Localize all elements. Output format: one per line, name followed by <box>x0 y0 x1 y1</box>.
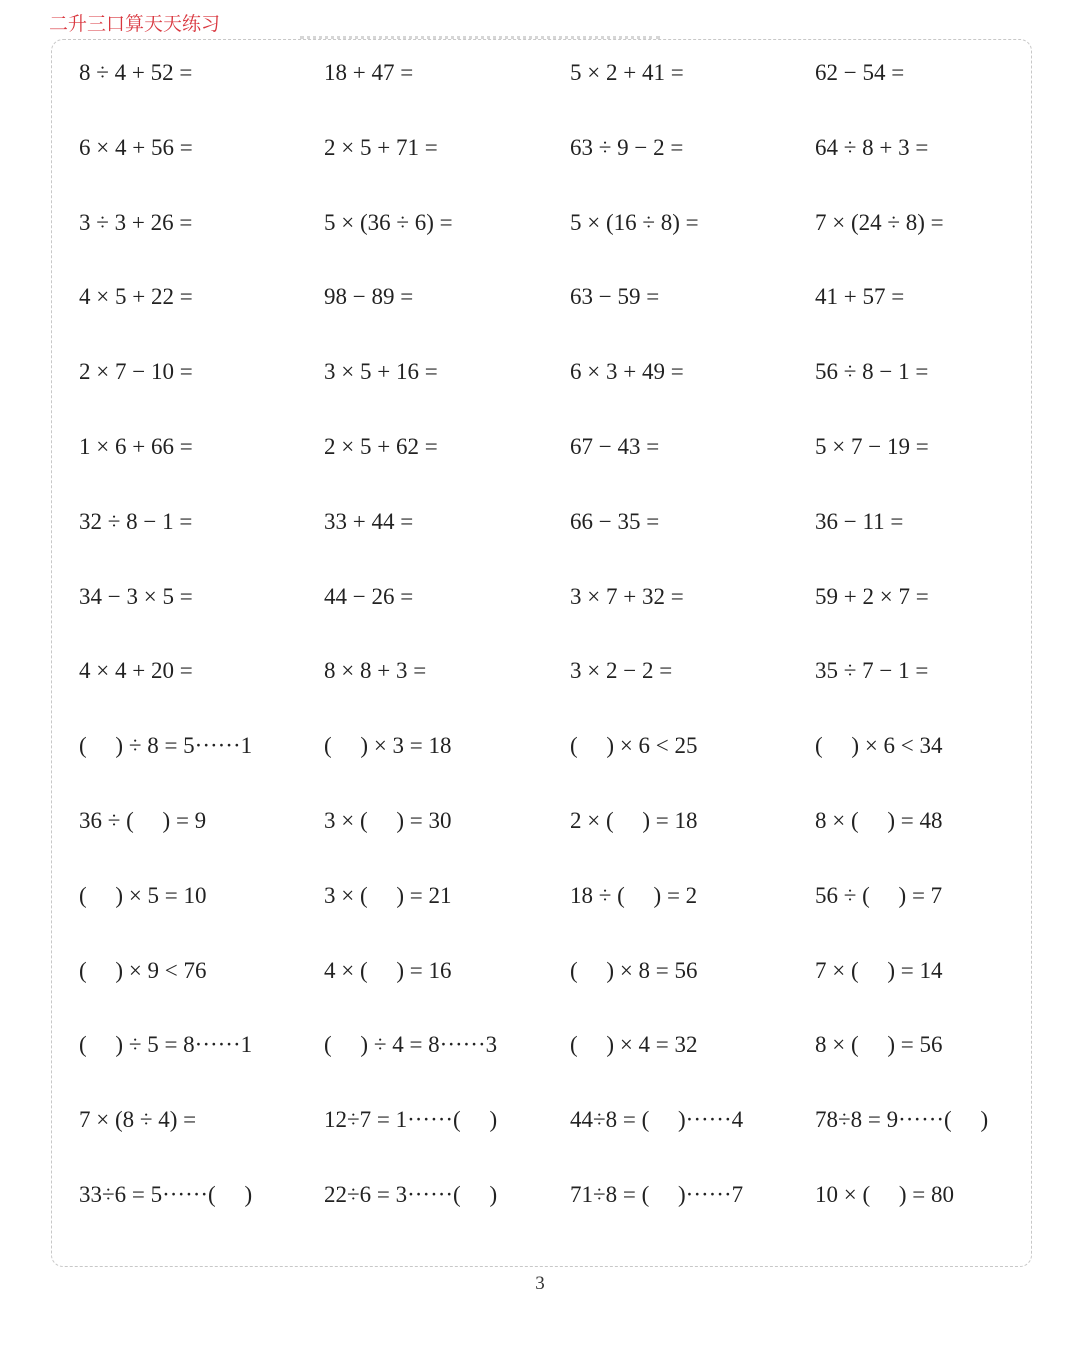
problem: ( ) × 9 < 76 <box>79 957 207 983</box>
problem: 62 − 54 = <box>815 60 905 85</box>
problem: 56 ÷ ( ) = 7 <box>815 882 943 908</box>
problem: ( ) × 8 = 56 <box>570 957 698 983</box>
problem: 64 ÷ 8 + 3 = <box>815 134 929 160</box>
problem: 4 × ( ) = 16 <box>324 957 452 983</box>
problem: 5 × 2 + 41 = <box>570 60 684 85</box>
problem: 2 × 7 − 10 = <box>79 359 193 385</box>
problem-row <box>79 430 1039 505</box>
problem: 63 ÷ 9 − 2 = <box>570 134 684 160</box>
problem: 7 × ( ) = 14 <box>815 957 943 983</box>
problem: 3 × 7 + 32 = <box>570 583 684 609</box>
problem: 22÷6 = 3······( ) <box>324 1181 498 1207</box>
problem: 41 + 57 = <box>815 284 905 310</box>
frame-top-accent <box>300 36 660 44</box>
problem: 33 + 44 = <box>324 508 414 534</box>
problem: 18 + 47 = <box>324 60 414 85</box>
problem: 3 × ( ) = 30 <box>324 807 452 833</box>
problem: 44 − 26 = <box>324 583 414 609</box>
problem: 3 × 5 + 16 = <box>324 359 438 385</box>
problem: ( ) × 6 < 25 <box>570 733 698 759</box>
problem: 10 × ( ) = 80 <box>815 1181 955 1207</box>
problem-row <box>79 879 1039 954</box>
problem-row <box>79 355 1039 430</box>
problem: 7 × (8 ÷ 4) = <box>79 1107 197 1133</box>
problem: ( ) × 3 = 18 <box>324 733 452 759</box>
problem: 35 ÷ 7 − 1 = <box>815 658 929 684</box>
problem: 33÷6 = 5······( ) <box>79 1181 253 1207</box>
problem-row <box>79 654 1039 729</box>
problem: 5 × (16 ÷ 8) = <box>570 209 699 235</box>
problem: ( ) ÷ 4 = 8······3 <box>324 1032 498 1058</box>
problem: ( ) × 5 = 10 <box>79 882 207 908</box>
problem: 78÷8 = 9······( ) <box>815 1107 989 1133</box>
problem: 36 ÷ ( ) = 9 <box>79 807 207 833</box>
problem-row <box>79 131 1039 206</box>
problem-row <box>79 1103 1039 1178</box>
problem: 98 − 89 = <box>324 284 414 310</box>
problem-row <box>79 804 1039 879</box>
problem-row <box>79 1178 1039 1253</box>
problem: 66 − 35 = <box>570 508 660 534</box>
problem: 3 × 2 − 2 = <box>570 658 673 684</box>
problem: 6 × 3 + 49 = <box>570 359 684 385</box>
problem: 32 ÷ 8 − 1 = <box>79 508 193 534</box>
problem: 4 × 5 + 22 = <box>79 284 193 310</box>
problem-row <box>79 505 1039 580</box>
problem-row <box>79 729 1039 804</box>
problem: 2 × 5 + 71 = <box>324 134 438 160</box>
problem-row <box>79 206 1039 281</box>
problem: 2 × 5 + 62 = <box>324 433 438 459</box>
problem: 2 × ( ) = 18 <box>570 807 698 833</box>
problem: 5 × (36 ÷ 6) = <box>324 209 453 235</box>
problem-row <box>79 954 1039 1029</box>
problem: ( ) ÷ 5 = 8······1 <box>79 1032 253 1058</box>
problem-row <box>79 580 1039 655</box>
problem: 8 × ( ) = 56 <box>815 1032 943 1058</box>
problem-row <box>79 280 1039 355</box>
problem-row <box>79 1028 1039 1103</box>
problem: 6 × 4 + 56 = <box>79 134 193 160</box>
problem: ( ) ÷ 8 = 5······1 <box>79 733 253 759</box>
problem: 12÷7 = 1······( ) <box>324 1107 498 1133</box>
problem: 1 × 6 + 66 = <box>79 433 193 459</box>
page-number: 3 <box>535 1273 545 1294</box>
problem: 8 × ( ) = 48 <box>815 807 943 833</box>
problem: ( ) × 4 = 32 <box>570 1032 698 1058</box>
problem: 8 ÷ 4 + 52 = <box>79 60 193 85</box>
problem: 7 × (24 ÷ 8) = <box>815 209 944 235</box>
problem: 56 ÷ 8 − 1 = <box>815 359 929 385</box>
problem: 36 − 11 = <box>815 508 904 534</box>
problem: 63 − 59 = <box>570 284 660 310</box>
problem-grid <box>79 56 1039 1253</box>
problem: 5 × 7 − 19 = <box>815 433 929 459</box>
problem: 18 ÷ ( ) = 2 <box>570 882 698 908</box>
problem: ( ) × 6 < 34 <box>815 733 943 759</box>
problem: 34 − 3 × 5 = <box>79 583 193 609</box>
problem: 3 ÷ 3 + 26 = <box>79 209 193 235</box>
problem: 67 − 43 = <box>570 433 660 459</box>
problem: 4 × 4 + 20 = <box>79 658 193 684</box>
problem: 44÷8 = ( )······4 <box>570 1107 744 1133</box>
worksheet-title: 二升三口算天天练习 <box>49 13 221 35</box>
problem-row <box>79 56 1039 131</box>
problem: 8 × 8 + 3 = <box>324 658 427 684</box>
problem: 71÷8 = ( )······7 <box>570 1181 744 1207</box>
problem: 59 + 2 × 7 = <box>815 583 929 609</box>
problem: 3 × ( ) = 21 <box>324 882 452 908</box>
